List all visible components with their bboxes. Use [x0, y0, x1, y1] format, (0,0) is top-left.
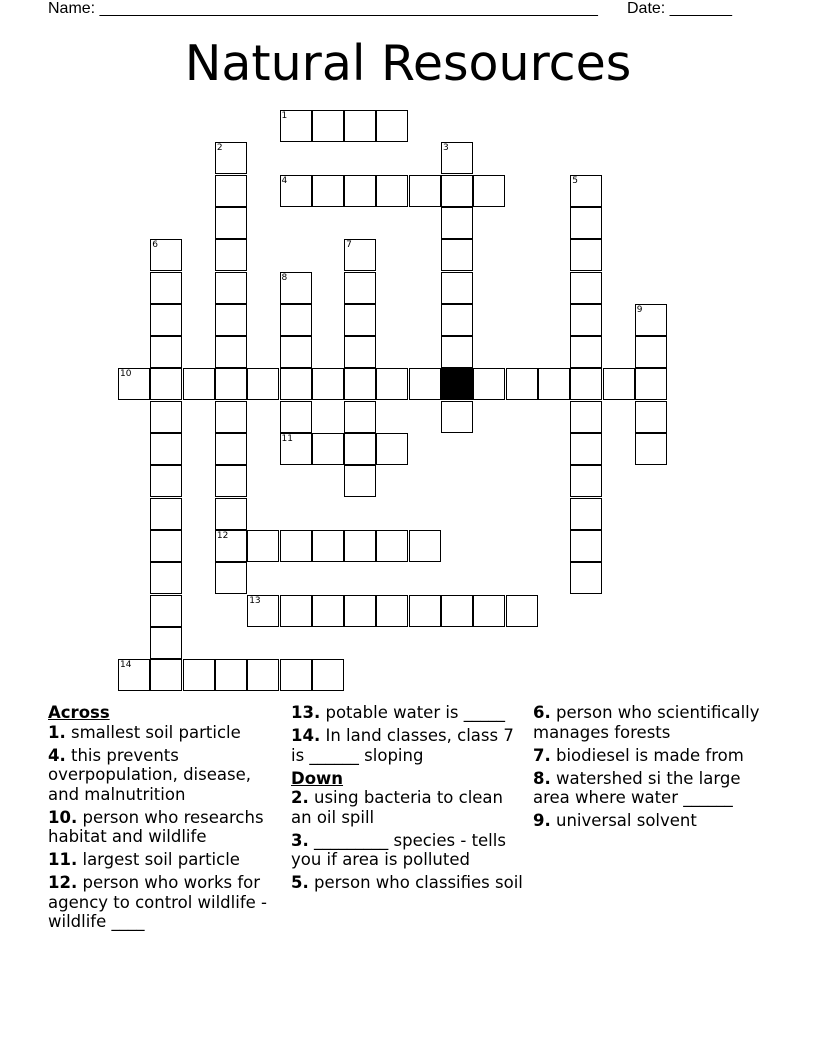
clue-down-5: 5. person who classifies soil — [291, 873, 523, 892]
grid-cell[interactable] — [441, 595, 473, 627]
grid-cell[interactable] — [635, 433, 667, 465]
clue-across-4: 4. this prevents overpopulation, disease, and malnutrition — [48, 745, 251, 804]
grid-cell[interactable] — [344, 433, 376, 465]
grid-cell[interactable] — [247, 368, 279, 400]
grid-cell[interactable] — [150, 304, 182, 336]
grid-cell[interactable] — [150, 336, 182, 368]
grid-cell[interactable] — [441, 207, 473, 239]
grid-cell[interactable] — [344, 110, 376, 142]
grid-cell[interactable] — [344, 175, 376, 207]
grid-cell[interactable] — [570, 530, 602, 562]
grid-cell[interactable] — [280, 368, 312, 400]
grid-cell[interactable] — [280, 304, 312, 336]
grid-cell[interactable] — [344, 465, 376, 497]
grid-cell[interactable] — [215, 336, 247, 368]
grid-cell[interactable] — [603, 368, 635, 400]
grid-cell[interactable] — [570, 239, 602, 271]
grid-cell[interactable] — [150, 659, 182, 691]
grid-cell[interactable] — [635, 401, 667, 433]
down-heading: Down — [291, 768, 344, 788]
grid-cell[interactable] — [376, 433, 408, 465]
grid-cell[interactable] — [344, 304, 376, 336]
clue-number: 6 — [152, 240, 159, 251]
grid-cell[interactable] — [409, 595, 441, 627]
grid-cell[interactable] — [441, 239, 473, 271]
grid-cell[interactable] — [312, 433, 344, 465]
clue-across-1: 1. smallest soil particle — [48, 722, 241, 742]
grid-cell[interactable] — [312, 175, 344, 207]
grid-cell[interactable] — [215, 562, 247, 594]
grid-cell[interactable] — [312, 110, 344, 142]
clue-number: 14 — [120, 660, 132, 671]
clue-number: 8 — [281, 272, 288, 283]
page-title: Natural Resources — [184, 35, 632, 92]
grid-cell[interactable] — [150, 465, 182, 497]
clue-down-9: 9. universal solvent — [533, 811, 697, 830]
grid-cell[interactable] — [635, 368, 667, 400]
grid-cell[interactable] — [441, 304, 473, 336]
grid-cell[interactable] — [215, 465, 247, 497]
grid-cell[interactable] — [183, 368, 215, 400]
grid-cell[interactable] — [376, 368, 408, 400]
grid-cell[interactable] — [215, 498, 247, 530]
grid-cell[interactable] — [215, 207, 247, 239]
clues-column-2 — [291, 703, 523, 896]
grid-cell[interactable] — [150, 562, 182, 594]
grid-cell[interactable] — [150, 627, 182, 659]
grid-cell[interactable] — [441, 336, 473, 368]
grid-cell[interactable] — [312, 595, 344, 627]
clue-down-8: 8. watershed si the large area where water ______ — [533, 768, 741, 807]
grid-cell[interactable] — [280, 530, 312, 562]
grid-cell[interactable] — [635, 336, 667, 368]
grid-cell[interactable] — [473, 595, 505, 627]
grid-cell[interactable] — [344, 272, 376, 304]
grid-cell[interactable] — [215, 401, 247, 433]
grid-cell[interactable] — [247, 530, 279, 562]
grid-cell[interactable] — [215, 239, 247, 271]
clue-number: 7 — [346, 240, 352, 251]
grid-cell[interactable] — [215, 433, 247, 465]
grid-cell[interactable] — [570, 304, 602, 336]
clue-across-14: 14. In land classes, class 7 is ______ sloping — [291, 726, 514, 765]
grid-cell[interactable] — [183, 659, 215, 691]
grid-cell[interactable] — [312, 368, 344, 400]
clue-down-3: 3. _________ species - tells you if area is polluted — [291, 830, 506, 869]
clue-number: 1 — [281, 111, 288, 121]
grid-cell[interactable] — [570, 401, 602, 433]
grid-cell[interactable] — [570, 465, 602, 497]
grid-cell[interactable] — [376, 595, 408, 627]
clue-across-12: 12. person who works for agency to control wildlife - wildlife ____ — [48, 873, 267, 931]
grid-cell[interactable] — [215, 659, 247, 691]
date-field[interactable]: Date: _______ — [627, 0, 732, 17]
grid-cell[interactable] — [247, 659, 279, 691]
grid-cell[interactable] — [280, 336, 312, 368]
grid-cell[interactable] — [215, 175, 247, 207]
clue-down-6: 6. person who scientifically manages forests — [533, 703, 760, 742]
grid-cell[interactable] — [344, 530, 376, 562]
grid-cell[interactable] — [506, 595, 538, 627]
clue-number: 10 — [120, 369, 132, 380]
clue-number: 13 — [249, 595, 261, 606]
clues-column-3 — [533, 703, 773, 834]
grid-cell[interactable] — [280, 659, 312, 691]
grid-cell[interactable] — [215, 304, 247, 336]
grid-cell[interactable] — [570, 433, 602, 465]
grid-cell[interactable] — [441, 401, 473, 433]
grid-cell[interactable] — [570, 272, 602, 304]
grid-cell[interactable] — [280, 595, 312, 627]
grid-cell[interactable] — [538, 368, 570, 400]
clue-down-7: 7. biodiesel is made from — [533, 745, 744, 765]
grid-cell[interactable] — [215, 368, 247, 400]
grid-cell[interactable] — [344, 336, 376, 368]
grid-cell[interactable] — [409, 175, 441, 207]
grid-cell[interactable] — [570, 498, 602, 530]
name-field[interactable]: Name: ________________________________________________________ — [48, 0, 598, 17]
grid-cell[interactable] — [441, 272, 473, 304]
grid-cell[interactable] — [570, 207, 602, 239]
grid-cell[interactable] — [409, 530, 441, 562]
grid-cell[interactable] — [150, 498, 182, 530]
clue-across-11: 11. largest soil particle — [48, 850, 240, 869]
grid-cell[interactable] — [344, 595, 376, 627]
grid-cell[interactable] — [473, 175, 505, 207]
grid-cell[interactable] — [506, 368, 538, 400]
grid-cell[interactable] — [570, 336, 602, 368]
grid-cell[interactable] — [215, 272, 247, 304]
clue-number: 3 — [443, 143, 449, 154]
grid-cell[interactable] — [150, 530, 182, 562]
clue-number: 4 — [281, 175, 288, 186]
across-heading: Across — [48, 703, 110, 722]
clue-across-10: 10. person who researchs habitat and wildlife — [48, 807, 264, 846]
grid-cell[interactable] — [409, 368, 441, 400]
grid-cell[interactable] — [150, 595, 182, 627]
clue-across-13: 13. potable water is _____ — [291, 703, 506, 722]
grid-cell[interactable] — [570, 368, 602, 400]
grid-cell[interactable] — [280, 401, 312, 433]
clue-number: 9 — [636, 304, 643, 315]
grid-cell[interactable] — [150, 368, 182, 400]
grid-cell[interactable] — [312, 530, 344, 562]
clue-number: 5 — [572, 175, 578, 186]
grid-block — [441, 368, 473, 400]
grid-cell[interactable] — [344, 368, 376, 400]
grid-cell[interactable] — [473, 368, 505, 400]
grid-cell[interactable] — [150, 272, 182, 304]
grid-cell[interactable] — [150, 401, 182, 433]
grid-cell[interactable] — [441, 175, 473, 207]
clue-down-2: 2. using bacteria to clean an oil spill — [291, 788, 504, 827]
grid-cell[interactable] — [570, 562, 602, 594]
grid-cell[interactable] — [376, 110, 408, 142]
grid-cell[interactable] — [344, 401, 376, 433]
grid-cell[interactable] — [150, 433, 182, 465]
clue-number: 11 — [281, 434, 293, 444]
grid-cell[interactable] — [312, 659, 344, 691]
grid-cell[interactable] — [376, 175, 408, 207]
clue-number: 2 — [216, 143, 223, 154]
grid-cell[interactable] — [376, 530, 408, 562]
clues-column-1 — [48, 703, 280, 935]
clue-number: 12 — [216, 530, 229, 541]
